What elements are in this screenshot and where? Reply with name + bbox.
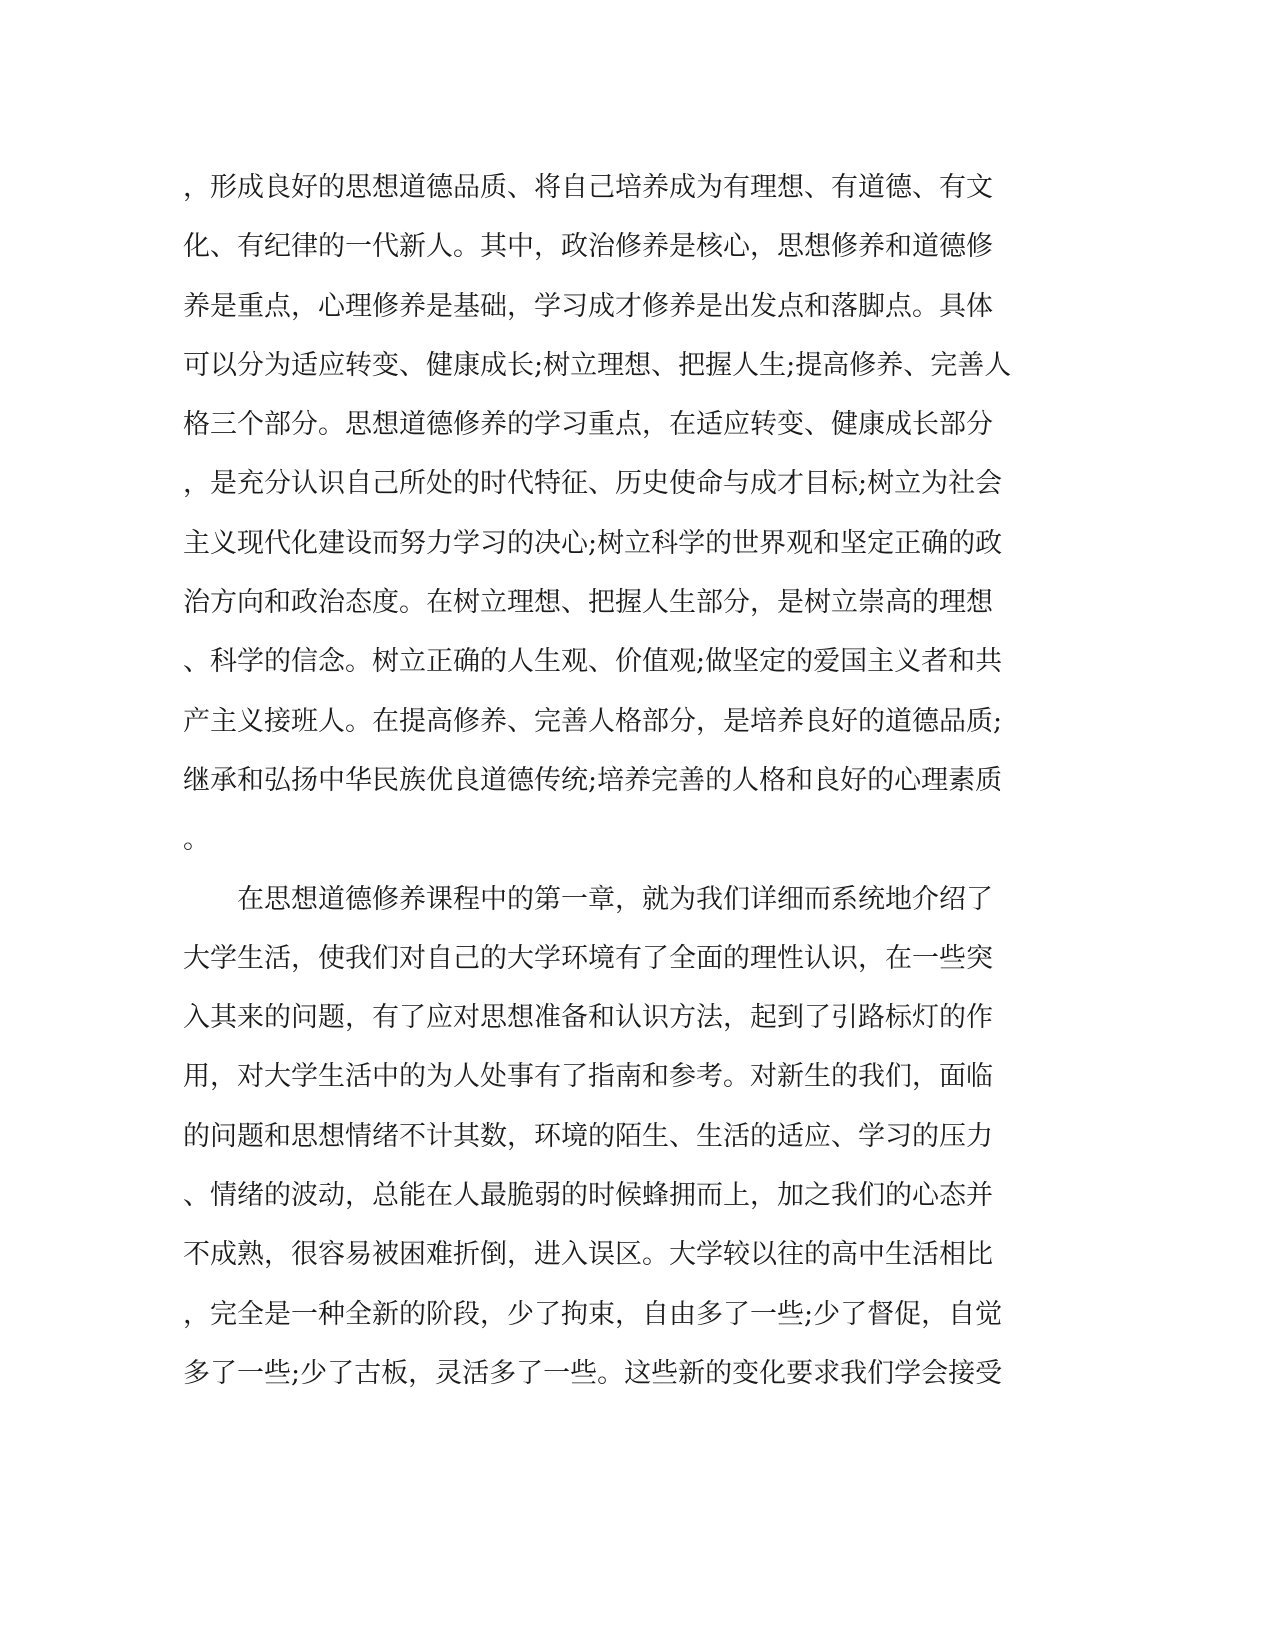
text-line: 入其来的问题，有了应对思想准备和认识方法，起到了引路标灯的作	[183, 1002, 993, 1034]
text-line: ，是充分认识自己所处的时代特征、历史使命与成才目标;树立为社会	[183, 468, 1003, 500]
text-line: ，完全是一种全新的阶段，少了拘束，自由多了一些;少了督促，自觉	[183, 1298, 1003, 1330]
text-line: 产主义接班人。在提高修养、完善人格部分，是培养良好的道德品质;	[183, 705, 1003, 737]
text-line: 治方向和政治态度。在树立理想、把握人生部分，是树立崇高的理想	[183, 587, 993, 619]
text-line: 、情绪的波动，总能在人最脆弱的时候蜂拥而上，加之我们的心态并	[183, 1180, 993, 1212]
text-line: 可以分为适应转变、健康成长;树立理想、把握人生;提高修养、完善人	[183, 349, 1012, 381]
text-line: 在思想道德修养课程中的第一章，就为我们详细而系统地介绍了	[183, 883, 993, 915]
text-line: 不成熟，很容易被困难折倒，进入误区。大学较以往的高中生活相比	[183, 1239, 993, 1271]
document-body	[183, 158, 1043, 1403]
text-line: 格三个部分。思想道德修养的学习重点，在适应转变、健康成长部分	[183, 409, 993, 441]
text-line: 主义现代化建设而努力学习的决心;树立科学的世界观和坚定正确的政	[183, 527, 1003, 559]
text-line: 。	[183, 824, 210, 856]
text-line: 用，对大学生活中的为人处事有了指南和参考。对新生的我们，面临	[183, 1061, 993, 1093]
text-line: 多了一些;少了古板，灵活多了一些。这些新的变化要求我们学会接受	[183, 1357, 1003, 1389]
text-line: 、科学的信念。树立正确的人生观、价值观;做坚定的爱国主义者和共	[183, 646, 1003, 678]
text-line: 大学生活，使我们对自己的大学环境有了全面的理性认识，在一些突	[183, 942, 993, 974]
text-line: 化、有纪律的一代新人。其中，政治修养是核心，思想修养和道德修	[183, 231, 993, 263]
text-line: 继承和弘扬中华民族优良道德传统;培养完善的人格和良好的心理素质	[183, 764, 1003, 796]
text-line: ，形成良好的思想道德品质、将自己培养成为有理想、有道德、有文	[183, 172, 993, 203]
text-line: 的问题和思想情绪不计其数，环境的陌生、生活的适应、学习的压力	[183, 1120, 993, 1152]
text-line: 养是重点，心理修养是基础，学习成才修养是出发点和落脚点。具体	[183, 290, 993, 322]
